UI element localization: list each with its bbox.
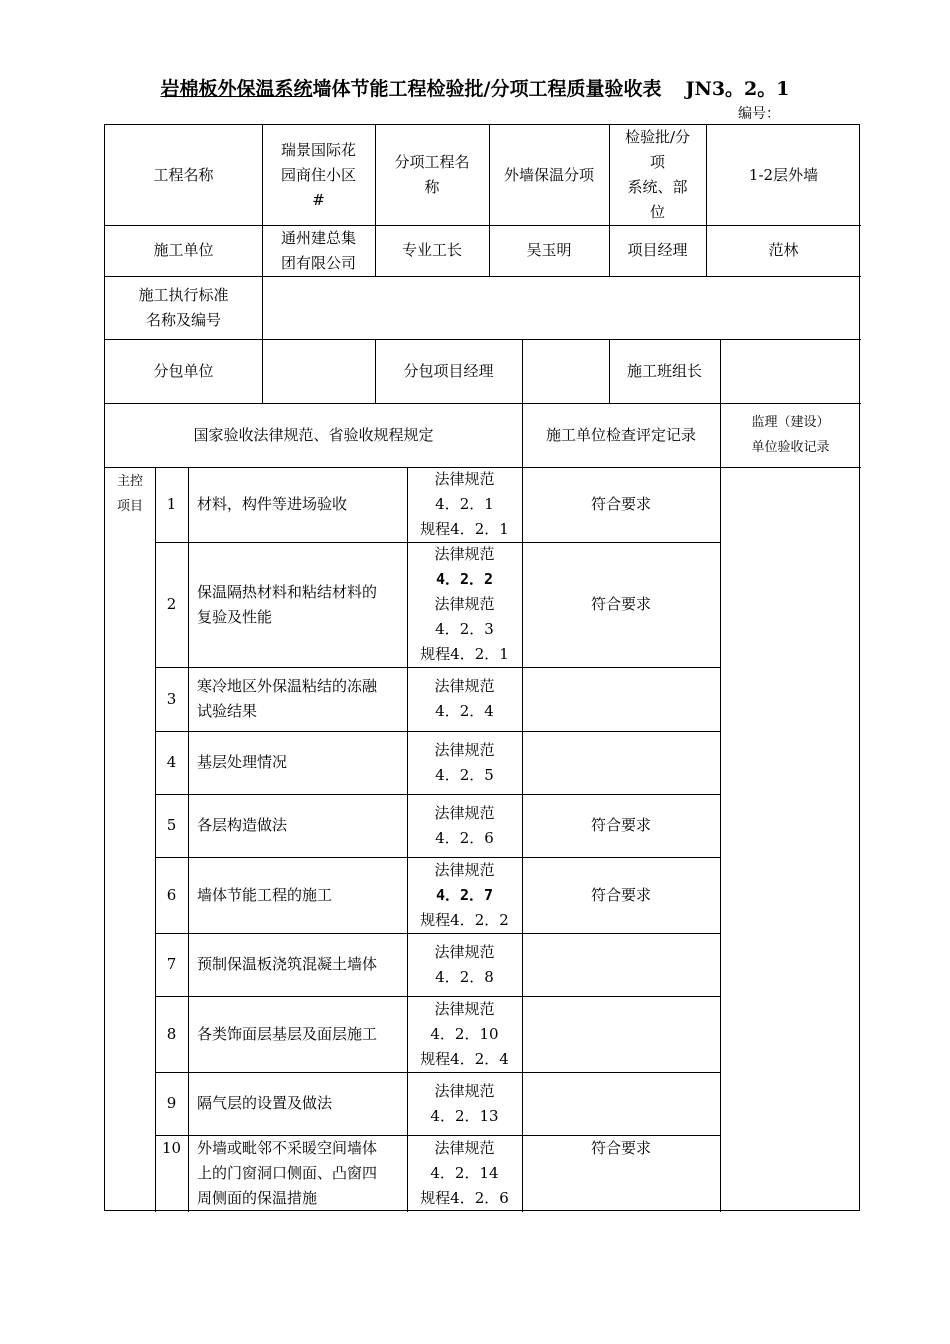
item-result bbox=[522, 933, 720, 996]
project-name-label: 工程名称 bbox=[153, 165, 214, 184]
title-underlined: 岩棉板外保温系统 bbox=[160, 78, 313, 100]
item-description: 保温隔热材料和粘结材料的 复验及性能 bbox=[197, 582, 378, 626]
item-reference: 法律规范 4．2．10 规程4．2．4 bbox=[420, 999, 509, 1068]
item-description: 外墙或毗邻不采暖空间墙体 上的门窗洞口侧面、凸窗四 周侧面的保温措施 bbox=[197, 1139, 378, 1207]
item-reference: 法律规范 4．2．7 规程4．2．2 bbox=[420, 860, 509, 929]
batch-value: 1-2层外墙 bbox=[748, 165, 819, 184]
sub-project-label: 分项工程名 称 bbox=[394, 153, 470, 196]
item-number: 4 bbox=[166, 753, 177, 771]
item-reference: 法律规范 4．2．8 bbox=[434, 942, 495, 986]
item-result bbox=[522, 667, 720, 731]
item-result: 符合要求 bbox=[590, 1139, 651, 1157]
foreman-value: 吴玉明 bbox=[526, 241, 572, 259]
pm-label: 项目经理 bbox=[627, 241, 688, 259]
item-number: 10 bbox=[161, 1139, 182, 1157]
contractor-label: 施工单位 bbox=[153, 241, 214, 259]
contractor-value: 通州建总集 团有限公司 bbox=[280, 228, 356, 272]
item-result bbox=[522, 1072, 720, 1135]
title-rest: 墙体节能工程检验批/分项工程质量验收表 bbox=[312, 78, 662, 100]
item-reference: 法律规范 4．2．2 法律规范 4．2．3 规程4．2．1 bbox=[420, 545, 509, 663]
foreman-label: 专业工长 bbox=[401, 241, 462, 259]
sub-project-value: 外墙保温分项 bbox=[503, 165, 594, 184]
form-code: JN3。2。1 bbox=[685, 78, 790, 100]
item-result bbox=[522, 996, 720, 1072]
supervision-record-area bbox=[720, 467, 861, 1212]
item-result: 符合要求 bbox=[590, 885, 651, 904]
pm-value: 范林 bbox=[768, 241, 799, 259]
item-number: 8 bbox=[166, 1024, 177, 1043]
sub-pm-value bbox=[522, 339, 609, 403]
item-description: 材料，构件等进场验收 bbox=[197, 495, 348, 513]
supervision-column-heading: 监理（建设） 单位验收记录 bbox=[751, 415, 830, 455]
item-result bbox=[522, 731, 720, 794]
inspection-table bbox=[104, 124, 860, 1211]
item-number: 3 bbox=[166, 689, 177, 708]
item-reference: 法律规范 4．2．5 bbox=[434, 740, 495, 784]
item-number: 1 bbox=[166, 495, 177, 513]
item-description: 预制保温板浇筑混凝土墙体 bbox=[197, 955, 378, 973]
item-description: 各类饰面层基层及面层施工 bbox=[197, 1024, 378, 1043]
item-result: 符合要求 bbox=[590, 816, 651, 834]
item-description: 墙体节能工程的施工 bbox=[197, 885, 333, 904]
sub-pm-label: 分包项目经理 bbox=[403, 361, 494, 380]
item-description: 各层构造做法 bbox=[197, 816, 288, 834]
standard-label: 施工执行标准 名称及编号 bbox=[138, 285, 229, 329]
project-name-value: 瑞景国际花 园商住小区 # bbox=[280, 140, 356, 209]
form-title bbox=[0, 74, 950, 101]
batch-label: 检验批/分 项 系统、部 位 bbox=[624, 128, 691, 221]
item-description: 寒冷地区外保温粘结的冻融 试验结果 bbox=[197, 677, 378, 720]
item-result: 符合要求 bbox=[590, 495, 651, 513]
item-reference: 法律规范 4．2．14 规程4．2．6 bbox=[420, 1139, 509, 1207]
item-number: 5 bbox=[166, 816, 177, 834]
item-reference: 法律规范 4．2．13 bbox=[430, 1081, 499, 1125]
item-number: 2 bbox=[166, 595, 177, 613]
item-reference: 法律规范 4．2．4 bbox=[434, 677, 495, 720]
item-number: 6 bbox=[166, 885, 177, 904]
subcontractor-value bbox=[262, 339, 375, 403]
regulation-column-heading: 国家验收法律规范、省验收规程规定 bbox=[193, 425, 434, 444]
main-control-section-label: 主控 项目 bbox=[116, 474, 143, 514]
serial-number-label: 编号： bbox=[738, 106, 780, 122]
record-column-heading: 施工单位检查评定记录 bbox=[545, 425, 696, 444]
item-description: 基层处理情况 bbox=[197, 753, 288, 771]
subcontractor-label: 分包单位 bbox=[153, 361, 214, 380]
item-reference: 法律规范 4．2．6 bbox=[434, 803, 495, 847]
item-number: 9 bbox=[166, 1094, 177, 1112]
team-leader-label: 施工班组长 bbox=[626, 361, 702, 380]
standard-value bbox=[262, 276, 861, 339]
item-reference: 法律规范 4．2．1 规程4．2．1 bbox=[420, 470, 509, 538]
item-result: 符合要求 bbox=[590, 595, 651, 613]
item-description: 隔气层的设置及做法 bbox=[197, 1094, 333, 1112]
item-number: 7 bbox=[166, 955, 177, 973]
team-leader-value bbox=[720, 339, 861, 403]
